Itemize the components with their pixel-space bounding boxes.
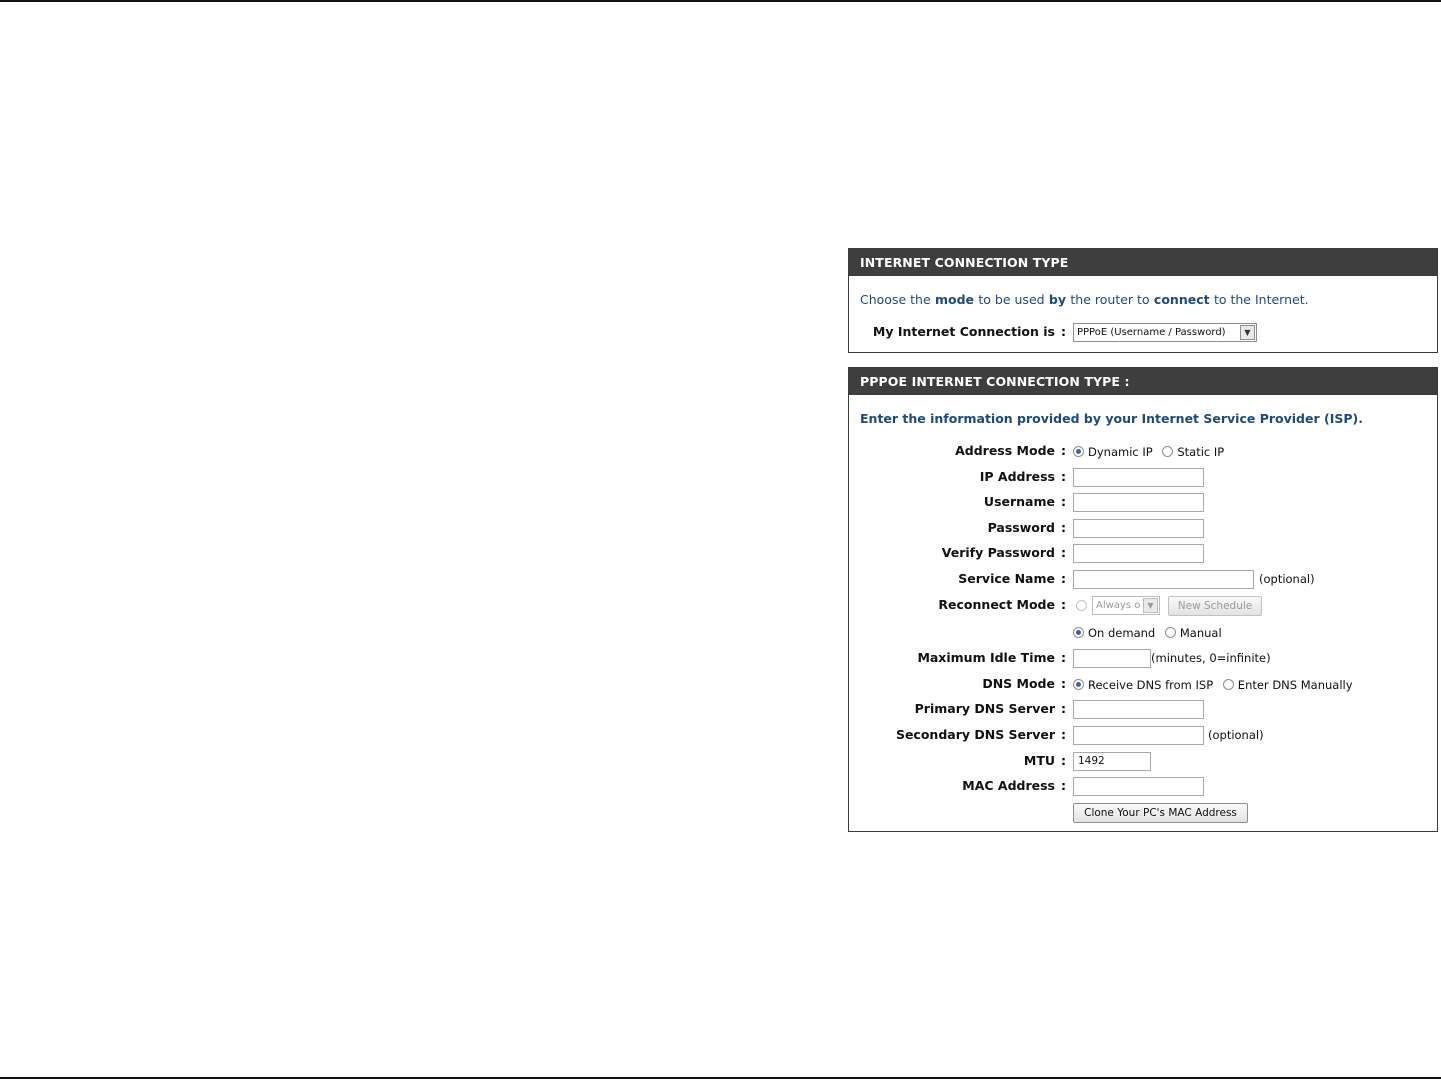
intro-part: the router to	[1070, 292, 1150, 307]
address-mode-row	[849, 442, 1437, 464]
dynamic-ip-label: Dynamic IP	[1088, 445, 1153, 459]
mtu-input[interactable]: 1492	[1073, 752, 1151, 771]
on-demand-label: On demand	[1088, 626, 1156, 640]
static-ip-label: Static IP	[1177, 445, 1225, 459]
intro-text: Enter the information provided by your Internet Service Provider (ISP).	[860, 411, 1363, 426]
panel-header: PPPOE INTERNET CONNECTION TYPE :	[849, 368, 1437, 395]
max-idle-time-input[interactable]	[1073, 649, 1151, 668]
verify-password-row	[849, 544, 1437, 566]
colon: :	[1061, 520, 1066, 535]
secondary-dns-row	[849, 726, 1437, 748]
internet-connection-type-panel	[848, 248, 1438, 353]
colon: :	[1061, 778, 1066, 793]
max-idle-time-row	[849, 649, 1437, 671]
secondary-dns-input[interactable]	[1073, 726, 1204, 745]
username-label: Username	[983, 494, 1055, 509]
primary-dns-row	[849, 700, 1437, 722]
colon: :	[1061, 545, 1066, 560]
verify-password-label: Verify Password	[941, 545, 1055, 560]
intro-part: mode	[930, 292, 979, 307]
manual-label: Manual	[1179, 626, 1222, 640]
colon: :	[1061, 443, 1066, 458]
reconnect-mode-row	[849, 596, 1437, 618]
intro-text	[860, 292, 1309, 307]
dns-mode-row	[849, 675, 1437, 697]
manual-dns-label: Enter DNS Manually	[1237, 678, 1353, 692]
ip-address-row	[849, 468, 1437, 490]
mtu-row	[849, 752, 1437, 774]
connection-type-row	[849, 323, 1437, 345]
schedule-select[interactable]	[1092, 596, 1160, 615]
optional-note: (optional)	[1208, 728, 1264, 742]
chevron-down-icon: ▼	[1143, 598, 1158, 613]
colon: :	[1061, 701, 1066, 716]
select-value: PPPoE (Username / Password)	[1077, 327, 1226, 338]
colon: :	[1061, 324, 1066, 339]
dns-mode-label: DNS Mode	[982, 676, 1055, 691]
panel-header: INTERNET CONNECTION TYPE	[849, 249, 1437, 276]
colon: :	[1061, 469, 1066, 484]
ip-address-label: IP Address	[979, 469, 1055, 484]
connection-type-select[interactable]	[1073, 323, 1257, 342]
new-schedule-button[interactable]: New Schedule	[1168, 596, 1262, 616]
mac-address-label: MAC Address	[962, 778, 1055, 793]
intro-part: connect	[1149, 292, 1214, 307]
password-label: Password	[987, 520, 1055, 535]
receive-dns-label: Receive DNS from ISP	[1088, 678, 1214, 692]
mac-address-row	[849, 777, 1437, 799]
max-idle-time-label: Maximum Idle Time	[917, 650, 1055, 665]
password-input[interactable]	[1073, 519, 1204, 538]
pppoe-connection-panel	[848, 367, 1438, 832]
optional-note: (optional)	[1259, 572, 1315, 586]
top-rule	[0, 0, 1441, 2]
clone-mac-button[interactable]: Clone Your PC's MAC Address	[1073, 803, 1248, 823]
intro-part: to the Internet.	[1213, 292, 1309, 307]
mtu-label: MTU	[1023, 753, 1055, 768]
colon: :	[1061, 650, 1066, 665]
dynamic-ip-radio[interactable]	[1073, 446, 1084, 457]
service-name-label: Service Name	[958, 571, 1055, 586]
primary-dns-label: Primary DNS Server	[914, 701, 1055, 716]
chevron-down-icon: ▼	[1240, 325, 1255, 340]
service-name-row	[849, 570, 1437, 592]
colon: :	[1061, 494, 1066, 509]
address-mode-label: Address Mode	[955, 443, 1055, 458]
connection-type-label: My Internet Connection is	[872, 324, 1055, 339]
colon: :	[1061, 676, 1066, 691]
receive-dns-radio[interactable]	[1073, 679, 1084, 690]
intro-part: Choose the	[860, 292, 931, 307]
clone-mac-row	[849, 803, 1437, 825]
idle-time-note: (minutes, 0=infinite)	[1151, 651, 1271, 665]
select-value: Always o	[1096, 600, 1141, 611]
reconnect-mode-label: Reconnect Mode	[938, 597, 1055, 612]
ip-address-input[interactable]	[1073, 468, 1204, 487]
secondary-dns-label: Secondary DNS Server	[895, 727, 1055, 742]
username-row	[849, 493, 1437, 515]
on-demand-radio[interactable]	[1073, 627, 1084, 638]
password-row	[849, 519, 1437, 541]
static-ip-radio[interactable]	[1162, 446, 1173, 457]
manual-dns-radio[interactable]	[1223, 679, 1234, 690]
username-input[interactable]	[1073, 493, 1204, 512]
colon: :	[1061, 753, 1066, 768]
intro-part: to be used	[978, 292, 1045, 307]
mac-address-input[interactable]	[1073, 777, 1204, 796]
manual-radio[interactable]	[1165, 627, 1176, 638]
bottom-rule	[0, 1077, 1441, 1079]
always-on-radio[interactable]	[1076, 600, 1087, 611]
colon: :	[1061, 597, 1066, 612]
intro-part: by	[1044, 292, 1071, 307]
colon: :	[1061, 727, 1066, 742]
reconnect-options-row	[849, 625, 1437, 647]
primary-dns-input[interactable]	[1073, 700, 1204, 719]
service-name-input[interactable]	[1073, 570, 1254, 589]
verify-password-input[interactable]	[1073, 544, 1204, 563]
colon: :	[1061, 571, 1066, 586]
